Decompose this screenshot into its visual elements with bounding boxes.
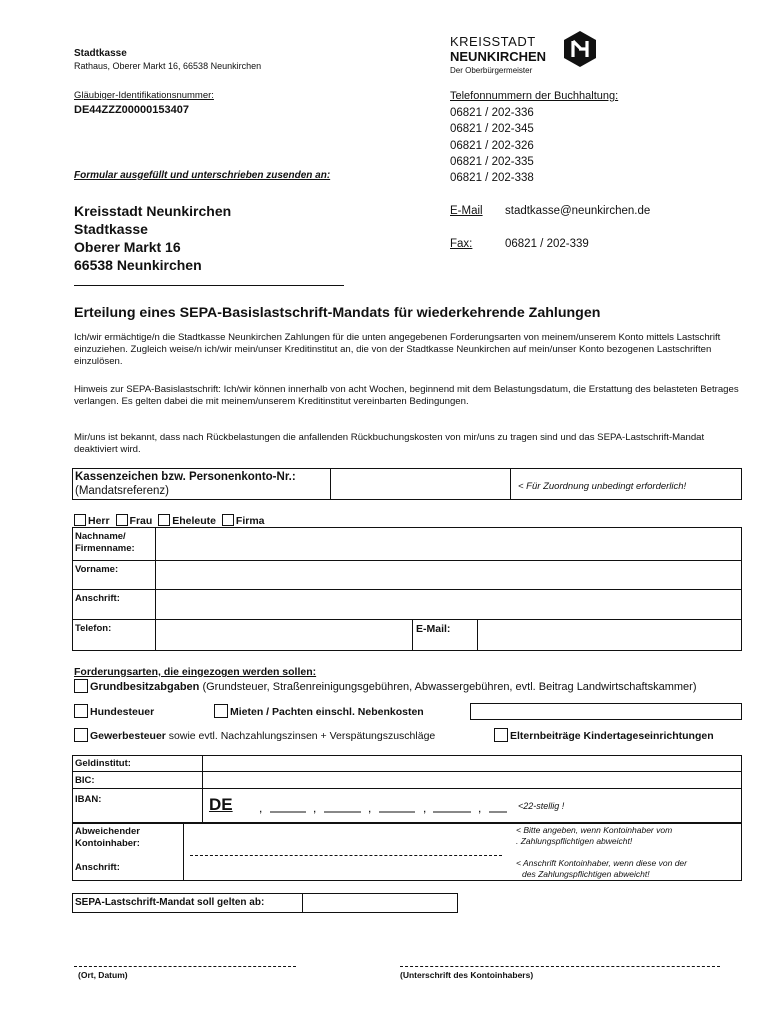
phone-number: 06821 / 202-345 [450, 123, 534, 136]
recipient-line: Stadtkasse [74, 221, 148, 237]
grundbesitz-detail: (Grundsteuer, Straßenreinigungsgebühren, Abwassergebühren, evtl. Beitrag Landwirtschaftskammer) [199, 681, 697, 693]
anschrift-label: Anschrift: [75, 593, 120, 604]
divider [202, 755, 203, 823]
email-label: E-Mail [450, 205, 483, 217]
checkbox-gewerbesteuer[interactable] [74, 728, 88, 742]
svg-text:,: , [423, 801, 427, 815]
phone-list [450, 105, 534, 186]
divider [510, 468, 511, 500]
hint-line: < Bitte angeben, wenn Kontoinhaber vom [516, 825, 673, 835]
recipient-address [74, 202, 231, 274]
divider [74, 285, 344, 286]
city-logo-icon [562, 30, 598, 68]
bic-input[interactable] [204, 773, 740, 787]
checkbox-hundesteuer[interactable] [74, 704, 88, 718]
mandat-start-input[interactable] [304, 895, 456, 911]
email-field-label: E-Mail: [416, 623, 451, 635]
anschrift-hint [516, 858, 687, 880]
kassenzeichen-input[interactable] [332, 470, 508, 498]
creditor-id: DE44ZZZ00000153407 [74, 104, 189, 116]
iban-group-lines [240, 795, 510, 817]
kassenzeichen-hint: < Für Zuordnung unbedingt erforderlich! [518, 481, 687, 492]
email-field[interactable] [479, 621, 741, 650]
divider [72, 788, 742, 789]
eltern-label: Elternbeiträge Kindertageseinrichtungen [510, 730, 714, 742]
hundesteuer-label: Hundesteuer [90, 706, 155, 718]
gewerbe-label: Gewerbesteuer [90, 730, 166, 742]
nachname-input[interactable] [157, 529, 740, 559]
fax-label: Fax: [450, 238, 473, 250]
divider [330, 468, 331, 500]
logo-line2: NEUNKIRCHEN [450, 49, 547, 64]
salutation-label: Eheleute [172, 515, 216, 527]
email-link[interactable]: stadtkasse@neunkirchen.de [505, 205, 651, 217]
mandat-start-label: SEPA-Lastschrift-Mandat soll gelten ab: [75, 897, 265, 908]
telefon-input[interactable] [157, 621, 411, 650]
page-title: Erteilung eines SEPA-Basislastschrift-Mandats für wiederkehrende Zahlungen [74, 305, 601, 321]
signature-label: (Unterschrift des Kontoinhabers) [400, 970, 534, 980]
telefon-label: Telefon: [75, 623, 112, 634]
phones-label: Telefonnummern der Buchhaltung: [450, 90, 619, 102]
kontoinhaber-anschrift-input[interactable] [190, 858, 508, 880]
vorname-label: Vorname: [75, 564, 119, 575]
checkbox-frau[interactable] [116, 514, 128, 526]
creditor-id-label: Gläubiger-Identifikationsnummer: [74, 90, 214, 101]
logo-line3: Der Oberbürgermeister [450, 66, 533, 75]
svg-text:,: , [313, 801, 317, 815]
kontoinhaber-hint [516, 825, 672, 847]
divider [72, 560, 742, 561]
divider [412, 619, 413, 651]
bic-label: BIC: [75, 775, 95, 786]
checkbox-firma[interactable] [222, 514, 234, 526]
mieten-label: Mieten / Pachten einschl. Nebenkosten [230, 706, 424, 718]
anschrift-input[interactable] [157, 591, 740, 618]
hundesteuer-row [74, 704, 154, 718]
geldinstitut-label: Geldinstitut: [75, 758, 131, 769]
sender-address: Rathaus, Oberer Markt 16, 66538 Neunkirchen [74, 61, 262, 71]
kontoinhaber-anschrift-label: Anschrift: [75, 862, 120, 873]
gewerbe-row [74, 728, 435, 742]
iban-label: IBAN: [75, 794, 102, 805]
svg-text:,: , [259, 801, 263, 815]
phone-number: 06821 / 202-326 [450, 139, 534, 152]
fax-number: 06821 / 202-339 [505, 238, 589, 250]
salutation-row [74, 514, 265, 527]
kassenzeichen-label: Kassenzeichen bzw. Personenkonto-Nr.: [75, 471, 296, 483]
divider [477, 619, 478, 651]
hint-line: < Anschrift Kontoinhaber, wenn diese von der [516, 858, 687, 868]
phone-number: 06821 / 202-336 [450, 107, 534, 119]
divider [72, 589, 742, 590]
mieten-row [214, 704, 424, 718]
salutation-label: Firma [235, 515, 265, 527]
checkbox-herr[interactable] [74, 514, 86, 526]
paragraph-hint: Hinweis zur SEPA-Basislastschrift: Ich/wir können innerhalb von acht Wochen, beginnend mit dem Belastungsdatum, die Erstattung des belasteten Betrages verlangen. Es gelten dabei die mit meinem/unserem Kreditinstitut vereinbarten Bedingungen. [74, 384, 739, 407]
grundbesitz-row [74, 679, 697, 693]
kontoinhaber-input[interactable] [190, 826, 508, 852]
divider [302, 893, 303, 913]
checkbox-elternbeitraege[interactable] [494, 728, 508, 742]
send-to-label: Formular ausgefüllt und unterschrieben zusenden an: [74, 170, 331, 181]
signature-line[interactable] [400, 966, 720, 967]
abweichend-label: Abweichender [75, 826, 140, 837]
recipient-line: Kreisstadt Neunkirchen [74, 203, 232, 219]
hint-line: des Zahlungspflichtigen abweicht! [522, 869, 650, 879]
divider [72, 771, 742, 772]
forderungen-heading: Forderungsarten, die eingezogen werden sollen: [74, 666, 317, 678]
checkbox-eheleute[interactable] [158, 514, 170, 526]
eltern-row [494, 728, 714, 742]
place-date-line[interactable] [74, 966, 296, 967]
divider [72, 619, 742, 620]
gewerbe-detail: sowie evtl. Nachzahlungszinsen + Verspätungszuschläge [165, 730, 436, 742]
nachname-label: Nachname/ [75, 531, 126, 542]
paragraph-costs: Mir/uns ist bekannt, dass nach Rückbelastungen die anfallenden Rückbuchungskosten von mir/uns zu tragen sind und das SEPA-Lastschrift-Mandat deaktiviert wird. [74, 432, 705, 455]
vorname-input[interactable] [157, 562, 740, 588]
divider [183, 823, 184, 881]
hint-line: . Zahlungspflichtigen abweicht! [516, 836, 633, 846]
divider [190, 855, 502, 856]
phone-number: 06821 / 202-338 [450, 172, 534, 185]
salutation-label: Herr [88, 515, 110, 527]
salutation-label: Frau [129, 515, 153, 527]
grundbesitz-label: Grundbesitzabgaben [90, 681, 200, 693]
geldinstitut-input[interactable] [204, 757, 740, 770]
svg-text:,: , [368, 801, 372, 815]
phone-number: 06821 / 202-335 [450, 155, 534, 168]
kontoinhaber-label: Kontoinhaber: [75, 838, 140, 849]
place-date-label: (Ort, Datum) [78, 970, 128, 980]
logo-line1: KREISSTADT [450, 34, 536, 49]
firmenname-label: Firmenname: [75, 543, 135, 554]
recipient-line: Oberer Markt 16 [74, 239, 181, 255]
paragraph-mandate: Ich/wir ermächtige/n die Stadtkasse Neunkirchen Zahlungen für die unten angegebenen Forderungsarten von meinem/unserem Konto mittels Lastschrift einzuziehen. Zugleich weise/n ich/wir mein/unser Kreditinstitut an, die von der Stadtkasse Neunkirchen auf mein/unser Konto bezogenen Lastschriften einzulösen. [74, 332, 721, 367]
checkbox-mieten[interactable] [214, 704, 228, 718]
checkbox-grundbesitz[interactable] [74, 679, 88, 693]
mieten-input[interactable] [470, 703, 742, 720]
sender-name: Stadtkasse [74, 48, 127, 59]
iban-input[interactable] [240, 795, 510, 817]
svg-text:,: , [478, 801, 482, 815]
iban-prefix: DE [209, 795, 233, 814]
recipient-line: 66538 Neunkirchen [74, 257, 202, 273]
kassenzeichen-sublabel: (Mandatsreferenz) [75, 485, 169, 497]
iban-hint: <22-stellig ! [518, 801, 565, 811]
